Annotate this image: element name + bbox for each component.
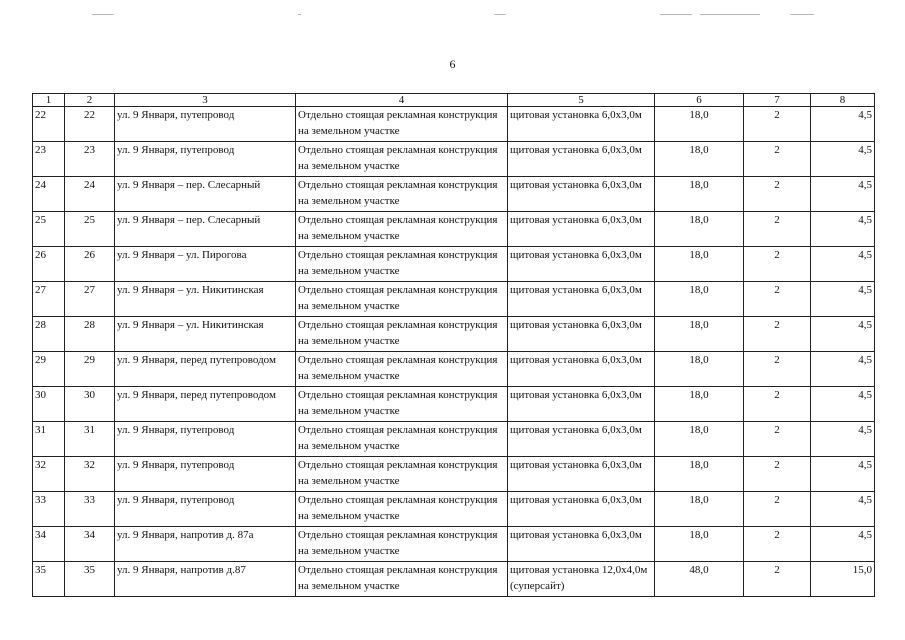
area-cell: 18,0	[655, 527, 744, 562]
registry-number-cell: 33	[65, 492, 115, 527]
address-cell: ул. 9 Января, перед путепроводом	[115, 387, 296, 422]
area-cell: 48,0	[655, 562, 744, 597]
column8-cell: 4,5	[811, 527, 875, 562]
header-row	[33, 94, 875, 107]
row-number-cell: 26	[33, 247, 65, 282]
advertising-structures-table	[32, 93, 875, 597]
address-cell: ул. 9 Января, путепровод	[115, 492, 296, 527]
sides-cell: 2	[744, 352, 811, 387]
table-row	[33, 352, 875, 387]
construction-cell: щитовая установка 6,0х3,0м	[508, 142, 655, 177]
scan-artifact-line	[0, 14, 905, 20]
column8-cell: 4,5	[811, 282, 875, 317]
structure-type-cell: Отдельно стоящая рекламная конструкция на земельном участке	[296, 247, 508, 282]
area-cell: 18,0	[655, 107, 744, 142]
address-cell: ул. 9 Января, напротив д. 87а	[115, 527, 296, 562]
column8-cell: 4,5	[811, 422, 875, 457]
table-row	[33, 247, 875, 282]
row-number-cell: 30	[33, 387, 65, 422]
column8-cell: 4,5	[811, 387, 875, 422]
structure-type-cell: Отдельно стоящая рекламная конструкция на земельном участке	[296, 457, 508, 492]
address-cell: ул. 9 Января, путепровод	[115, 142, 296, 177]
column8-cell: 4,5	[811, 247, 875, 282]
structure-type-cell: Отдельно стоящая рекламная конструкция на земельном участке	[296, 317, 508, 352]
table-row	[33, 527, 875, 562]
area-cell: 18,0	[655, 282, 744, 317]
registry-number-cell: 34	[65, 527, 115, 562]
address-cell: ул. 9 Января – ул. Никитинская	[115, 317, 296, 352]
column8-cell: 4,5	[811, 317, 875, 352]
column-header-6: 6	[655, 94, 744, 107]
row-number-cell: 28	[33, 317, 65, 352]
column-header-1: 1	[33, 94, 65, 107]
area-cell: 18,0	[655, 247, 744, 282]
table-row	[33, 212, 875, 247]
structure-type-cell: Отдельно стоящая рекламная конструкция на земельном участке	[296, 387, 508, 422]
column-header-5: 5	[508, 94, 655, 107]
table-row	[33, 422, 875, 457]
column-header-8: 8	[811, 94, 875, 107]
registry-number-cell: 30	[65, 387, 115, 422]
row-number-cell: 33	[33, 492, 65, 527]
structure-type-cell: Отдельно стоящая рекламная конструкция на земельном участке	[296, 352, 508, 387]
registry-number-cell: 25	[65, 212, 115, 247]
row-number-cell: 29	[33, 352, 65, 387]
sides-cell: 2	[744, 457, 811, 492]
table-row	[33, 282, 875, 317]
registry-number-cell: 28	[65, 317, 115, 352]
column-header-4: 4	[296, 94, 508, 107]
column8-cell: 4,5	[811, 352, 875, 387]
structure-type-cell: Отдельно стоящая рекламная конструкция на земельном участке	[296, 107, 508, 142]
sides-cell: 2	[744, 177, 811, 212]
row-number-cell: 32	[33, 457, 65, 492]
column-header-7: 7	[744, 94, 811, 107]
column8-cell: 4,5	[811, 457, 875, 492]
sides-cell: 2	[744, 387, 811, 422]
sides-cell: 2	[744, 492, 811, 527]
structure-type-cell: Отдельно стоящая рекламная конструкция на земельном участке	[296, 142, 508, 177]
sides-cell: 2	[744, 422, 811, 457]
address-cell: ул. 9 Января, напротив д.87	[115, 562, 296, 597]
area-cell: 18,0	[655, 317, 744, 352]
address-cell: ул. 9 Января – пер. Слесарный	[115, 177, 296, 212]
area-cell: 18,0	[655, 177, 744, 212]
table-row	[33, 457, 875, 492]
row-number-cell: 27	[33, 282, 65, 317]
construction-cell: щитовая установка 6,0х3,0м	[508, 492, 655, 527]
structure-type-cell: Отдельно стоящая рекламная конструкция на земельном участке	[296, 562, 508, 597]
area-cell: 18,0	[655, 422, 744, 457]
row-number-cell: 22	[33, 107, 65, 142]
area-cell: 18,0	[655, 212, 744, 247]
registry-number-cell: 22	[65, 107, 115, 142]
construction-cell: щитовая установка 6,0х3,0м	[508, 422, 655, 457]
construction-cell: щитовая установка 6,0х3,0м	[508, 527, 655, 562]
table-row	[33, 562, 875, 597]
table-header	[33, 94, 875, 107]
address-cell: ул. 9 Января, путепровод	[115, 457, 296, 492]
structure-type-cell: Отдельно стоящая рекламная конструкция на земельном участке	[296, 527, 508, 562]
table-row	[33, 492, 875, 527]
sides-cell: 2	[744, 247, 811, 282]
sides-cell: 2	[744, 282, 811, 317]
construction-cell: щитовая установка 6,0х3,0м	[508, 107, 655, 142]
column8-cell: 4,5	[811, 142, 875, 177]
area-cell: 18,0	[655, 142, 744, 177]
address-cell: ул. 9 Января, путепровод	[115, 107, 296, 142]
address-cell: ул. 9 Января, путепровод	[115, 422, 296, 457]
construction-cell: щитовая установка 6,0х3,0м	[508, 177, 655, 212]
row-number-cell: 23	[33, 142, 65, 177]
page-number: 6	[449, 57, 456, 71]
row-number-cell: 34	[33, 527, 65, 562]
area-cell: 18,0	[655, 492, 744, 527]
address-cell: ул. 9 Января – пер. Слесарный	[115, 212, 296, 247]
column8-cell: 4,5	[811, 492, 875, 527]
column-header-3: 3	[115, 94, 296, 107]
table-row	[33, 387, 875, 422]
column8-cell: 4,5	[811, 177, 875, 212]
construction-cell: щитовая установка 6,0х3,0м	[508, 352, 655, 387]
row-number-cell: 24	[33, 177, 65, 212]
address-cell: ул. 9 Января – ул. Пирогова	[115, 247, 296, 282]
table-body	[33, 107, 875, 597]
structure-type-cell: Отдельно стоящая рекламная конструкция на земельном участке	[296, 282, 508, 317]
structure-type-cell: Отдельно стоящая рекламная конструкция на земельном участке	[296, 422, 508, 457]
row-number-cell: 35	[33, 562, 65, 597]
address-cell: ул. 9 Января – ул. Никитинская	[115, 282, 296, 317]
construction-cell: щитовая установка 6,0х3,0м	[508, 457, 655, 492]
table-row	[33, 107, 875, 142]
address-cell: ул. 9 Января, перед путепроводом	[115, 352, 296, 387]
construction-cell: щитовая установка 6,0х3,0м	[508, 212, 655, 247]
sides-cell: 2	[744, 527, 811, 562]
registry-number-cell: 35	[65, 562, 115, 597]
construction-cell: щитовая установка 6,0х3,0м	[508, 282, 655, 317]
table-row	[33, 317, 875, 352]
area-cell: 18,0	[655, 457, 744, 492]
registry-number-cell: 23	[65, 142, 115, 177]
structure-type-cell: Отдельно стоящая рекламная конструкция на земельном участке	[296, 212, 508, 247]
structure-type-cell: Отдельно стоящая рекламная конструкция на земельном участке	[296, 177, 508, 212]
sides-cell: 2	[744, 317, 811, 352]
column8-cell: 4,5	[811, 212, 875, 247]
area-cell: 18,0	[655, 352, 744, 387]
table-row	[33, 177, 875, 212]
construction-cell: щитовая установка 6,0х3,0м	[508, 317, 655, 352]
sides-cell: 2	[744, 107, 811, 142]
registry-number-cell: 24	[65, 177, 115, 212]
registry-number-cell: 27	[65, 282, 115, 317]
column8-cell: 4,5	[811, 107, 875, 142]
sides-cell: 2	[744, 562, 811, 597]
area-cell: 18,0	[655, 387, 744, 422]
row-number-cell: 25	[33, 212, 65, 247]
table-row	[33, 142, 875, 177]
column8-cell: 15,0	[811, 562, 875, 597]
row-number-cell: 31	[33, 422, 65, 457]
registry-number-cell: 32	[65, 457, 115, 492]
sides-cell: 2	[744, 212, 811, 247]
column-header-2: 2	[65, 94, 115, 107]
registry-number-cell: 31	[65, 422, 115, 457]
structure-type-cell: Отдельно стоящая рекламная конструкция на земельном участке	[296, 492, 508, 527]
construction-cell: щитовая установка 12,0х4,0м (суперсайт)	[508, 562, 655, 597]
registry-number-cell: 26	[65, 247, 115, 282]
registry-number-cell: 29	[65, 352, 115, 387]
construction-cell: щитовая установка 6,0х3,0м	[508, 247, 655, 282]
construction-cell: щитовая установка 6,0х3,0м	[508, 387, 655, 422]
sides-cell: 2	[744, 142, 811, 177]
